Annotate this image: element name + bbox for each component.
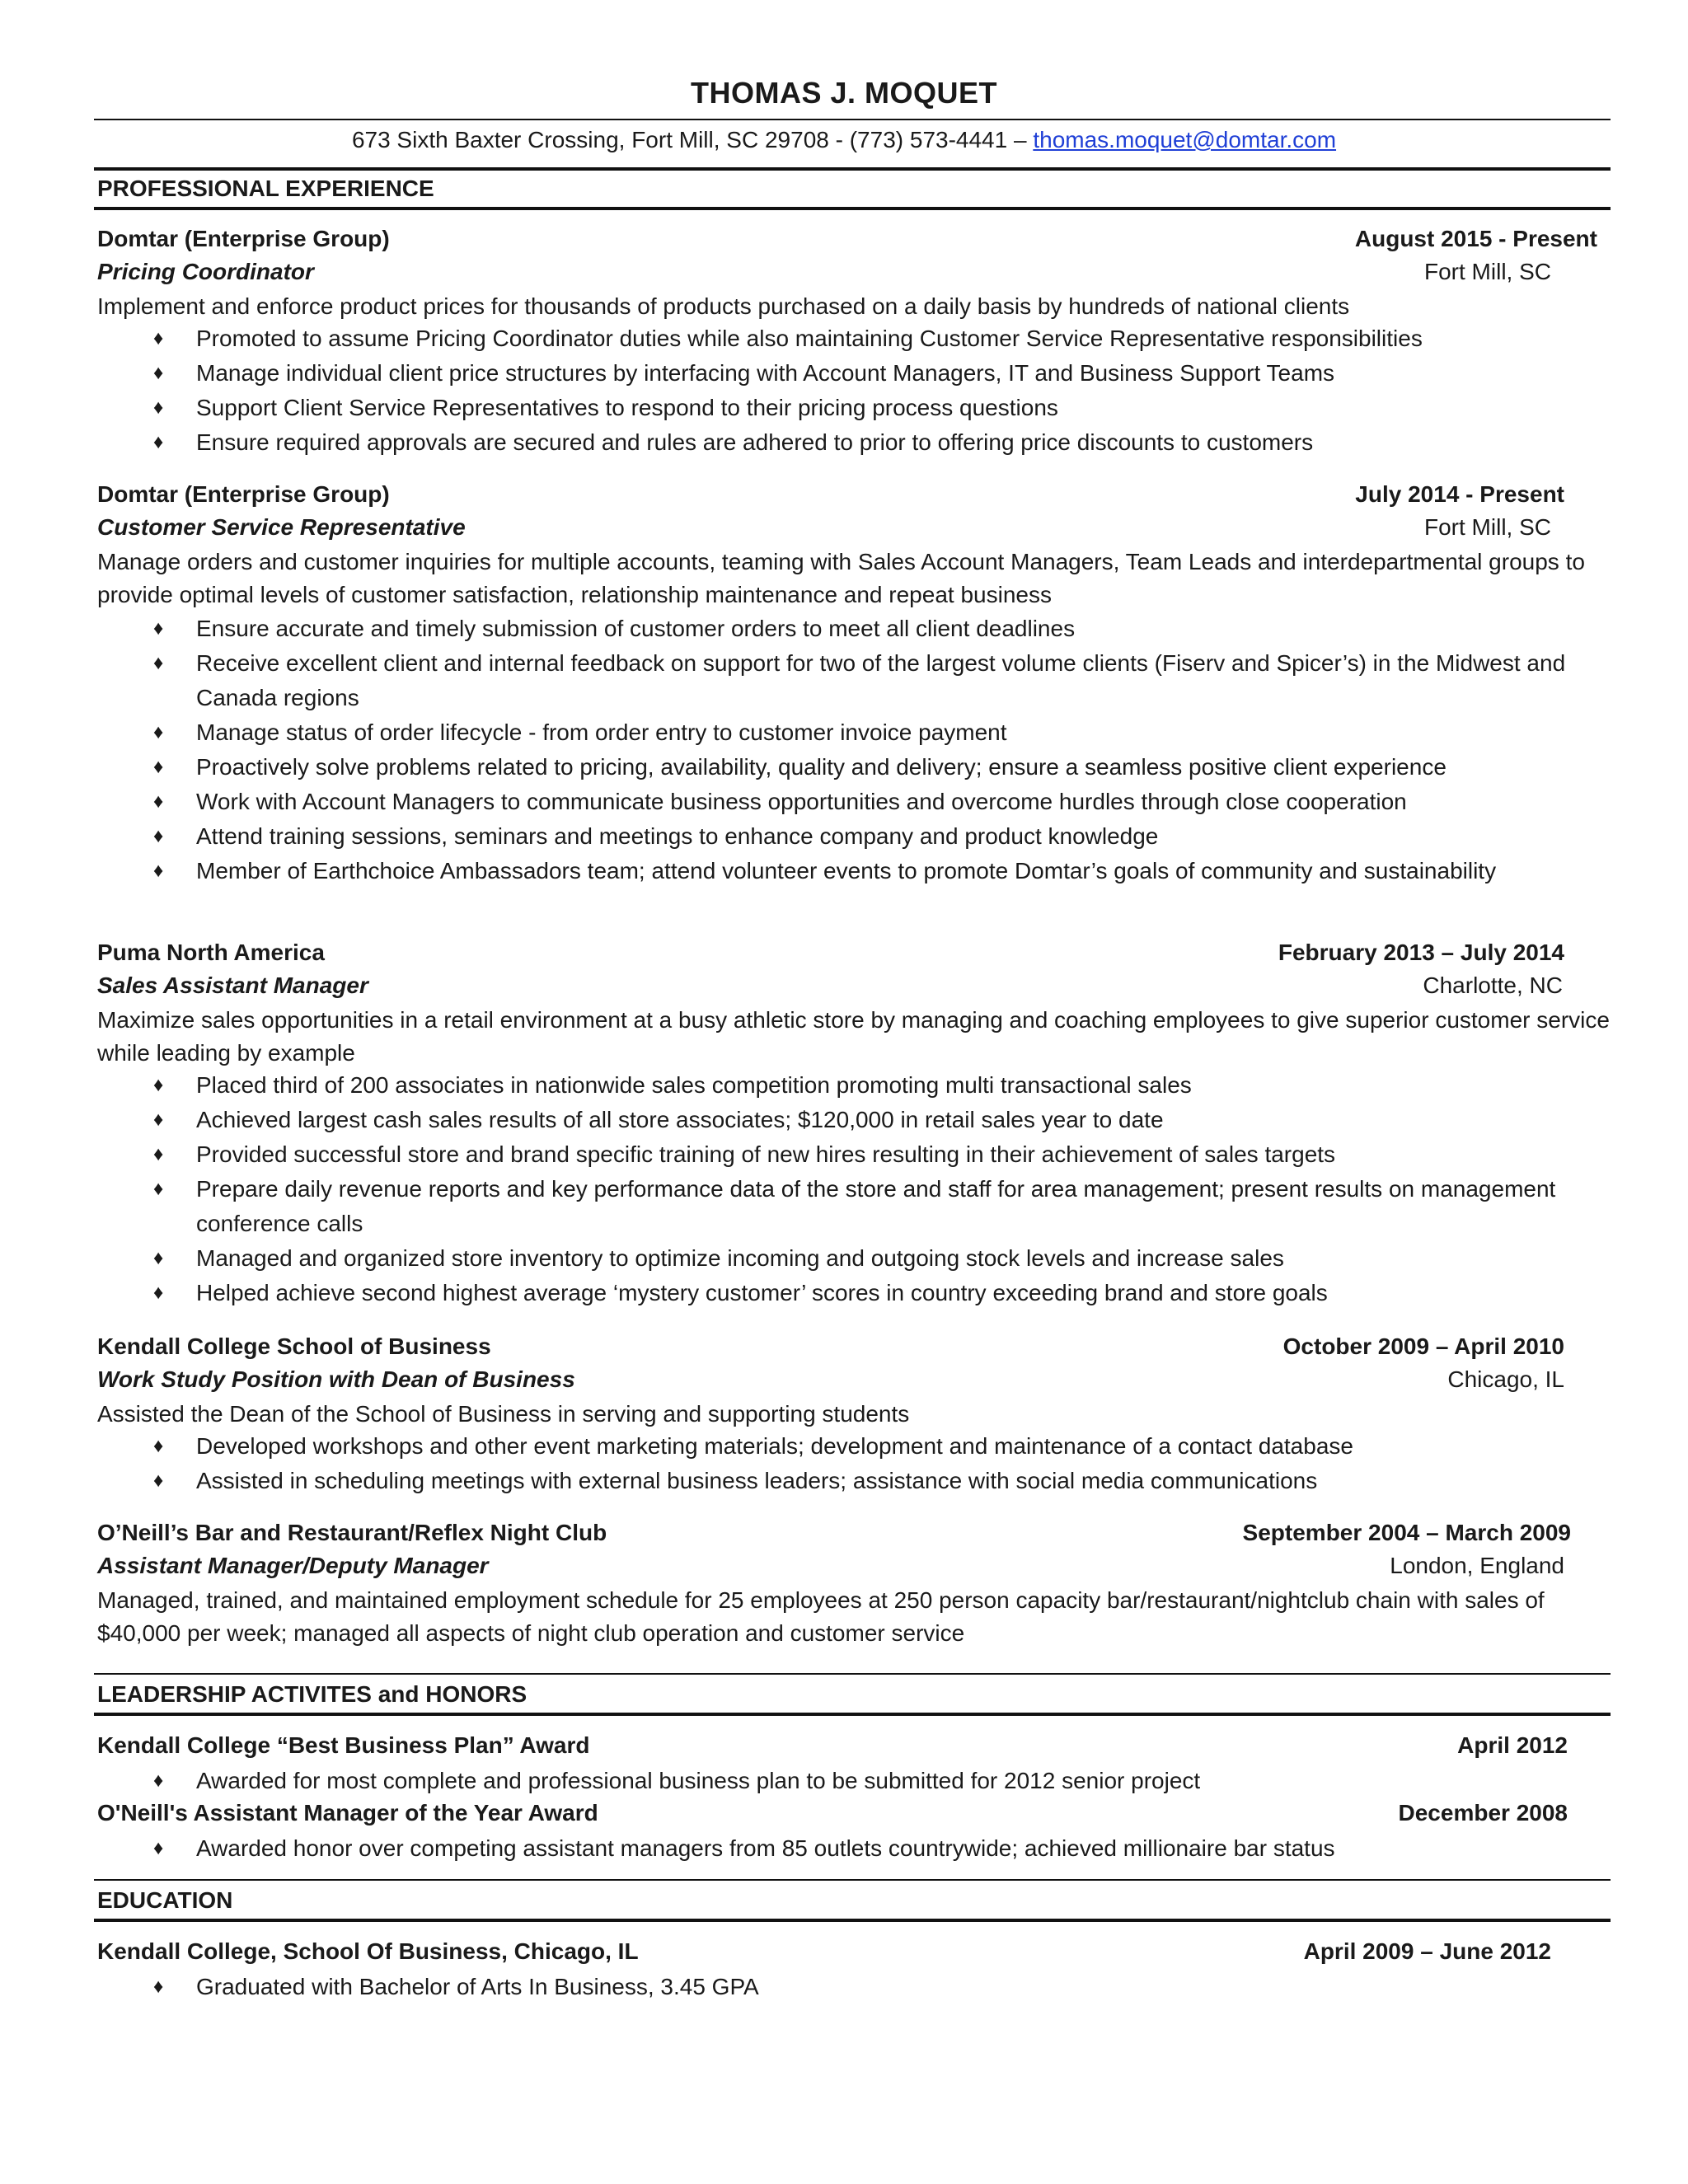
section-divider-top xyxy=(94,167,1611,171)
diamond-bullet-icon: ♦ xyxy=(153,362,164,384)
honor-date: April 2012 xyxy=(1457,1732,1568,1758)
diamond-bullet-icon: ♦ xyxy=(153,1975,164,1998)
job-bullets xyxy=(97,612,1597,888)
section-divider-top xyxy=(94,1673,1611,1675)
list-item: ♦ Manage status of order lifecycle - from order entry to customer invoice payment xyxy=(97,715,1597,750)
diamond-bullet-icon: ♦ xyxy=(153,396,164,419)
list-item: ♦ Receive excellent client and internal feedback on support for two of the largest volume clients (Fiserv and Spicer’s) in the Midwest and Canada regions xyxy=(97,646,1597,715)
diamond-bullet-icon: ♦ xyxy=(153,1247,164,1269)
email-link[interactable]: thomas.moquet@domtar.com xyxy=(1033,127,1337,152)
list-item: ♦ Awarded honor over competing assistant managers from 85 outlets countrywide; achieved millionaire bar status xyxy=(97,1831,1597,1866)
job-location: London, England xyxy=(1390,1553,1564,1578)
diamond-bullet-icon: ♦ xyxy=(153,652,164,674)
diamond-bullet-icon: ♦ xyxy=(153,1435,164,1457)
diamond-bullet-icon: ♦ xyxy=(153,1469,164,1492)
job-title: Assistant Manager/Deputy Manager xyxy=(97,1553,489,1578)
job-company: Kendall College School of Business xyxy=(97,1333,491,1359)
list-item: ♦ Graduated with Bachelor of Arts In Business, 3.45 GPA xyxy=(97,1970,1597,2004)
job-subheader xyxy=(97,972,1597,1005)
job-description: Manage orders and customer inquiries for multiple accounts, teaming with Sales Account Managers, Team Leads and interdepartmental groups to provide optimal levels of customer satisfaction, relationship maintenance and repeat business xyxy=(97,549,1585,607)
job-title: Customer Service Representative xyxy=(97,514,466,540)
job-header xyxy=(97,1333,1597,1366)
section-divider-bottom xyxy=(94,1919,1611,1922)
section-divider-top xyxy=(94,1879,1611,1881)
job-description: Assisted the Dean of the School of Business in serving and supporting students xyxy=(97,1401,910,1427)
honor-header xyxy=(97,1800,1597,1833)
list-item: ♦ Helped achieve second highest average ‘mystery customer’ scores in country exceeding brand and store goals xyxy=(97,1276,1597,1310)
contact-line xyxy=(0,127,1688,153)
job-description: Managed, trained, and maintained employment schedule for 25 employees at 250 person capacity bar/restaurant/nightclub chain with sales of $40,000 per week; managed all aspects of night club operation and customer service xyxy=(97,1587,1545,1646)
section-divider-bottom xyxy=(94,207,1611,210)
diamond-bullet-icon: ♦ xyxy=(153,790,164,813)
job-dates: September 2004 – March 2009 xyxy=(1242,1520,1571,1545)
list-item: ♦ Member of Earthchoice Ambassadors team; attend volunteer events to promote Domtar’s goals of community and sustainability xyxy=(97,854,1597,888)
honor-name: O'Neill's Assistant Manager of the Year Award xyxy=(97,1800,598,1825)
education-dates: April 2009 – June 2012 xyxy=(1303,1938,1551,1964)
diamond-bullet-icon: ♦ xyxy=(153,1282,164,1304)
honor-header xyxy=(97,1732,1597,1765)
job-bullets xyxy=(97,1068,1597,1310)
job-bullets xyxy=(97,321,1597,460)
resume-name: THOMAS J. MOQUET xyxy=(690,76,997,110)
job-dates: February 2013 – July 2014 xyxy=(1278,940,1564,965)
job-header xyxy=(97,940,1597,972)
job-description: Maximize sales opportunities in a retail environment at a busy athletic store by managing and coaching employees to give superior customer service while leading by example xyxy=(97,1007,1610,1066)
honor-date: December 2008 xyxy=(1398,1800,1568,1825)
list-item: ♦ Ensure required approvals are secured and rules are adhered to prior to offering price discounts to customers xyxy=(97,425,1597,460)
job-title: Sales Assistant Manager xyxy=(97,972,368,998)
diamond-bullet-icon: ♦ xyxy=(153,1143,164,1165)
section-title-experience: PROFESSIONAL EXPERIENCE xyxy=(97,176,434,201)
list-item: ♦ Assisted in scheduling meetings with external business leaders; assistance with social media communications xyxy=(97,1464,1597,1498)
job-company: O’Neill’s Bar and Restaurant/Reflex Night Club xyxy=(97,1520,607,1545)
list-item: ♦ Developed workshops and other event marketing materials; development and maintenance of a contact database xyxy=(97,1429,1597,1464)
list-item: ♦ Achieved largest cash sales results of all store associates; $120,000 in retail sales year to date xyxy=(97,1103,1597,1137)
job-bullets xyxy=(97,1429,1597,1498)
job-subheader xyxy=(97,514,1597,547)
list-item: ♦ Proactively solve problems related to pricing, availability, quality and delivery; ensure a seamless positive client experience xyxy=(97,750,1597,785)
section-title-leadership: LEADERSHIP ACTIVITES and HONORS xyxy=(97,1681,528,1707)
job-subheader xyxy=(97,1366,1597,1399)
diamond-bullet-icon: ♦ xyxy=(153,1837,164,1859)
job-header xyxy=(97,226,1597,259)
job-subheader xyxy=(97,259,1597,292)
list-item: ♦ Provided successful store and brand specific training of new hires resulting in their achievement of sales targets xyxy=(97,1137,1597,1172)
job-header xyxy=(97,1520,1597,1553)
job-company: Puma North America xyxy=(97,940,325,965)
list-item: ♦ Work with Account Managers to communicate business opportunities and overcome hurdles through close cooperation xyxy=(97,785,1597,819)
diamond-bullet-icon: ♦ xyxy=(153,721,164,743)
job-location: Fort Mill, SC xyxy=(1424,514,1551,540)
section-title-education: EDUCATION xyxy=(97,1887,233,1913)
job-dates: August 2015 - Present xyxy=(1354,226,1597,251)
diamond-bullet-icon: ♦ xyxy=(153,617,164,640)
diamond-bullet-icon: ♦ xyxy=(153,1769,164,1792)
job-description: Implement and enforce product prices for thousands of products purchased on a daily basis by hundreds of national clients xyxy=(97,293,1350,319)
education-bullets xyxy=(97,1970,1597,2004)
education-header xyxy=(97,1938,1597,1971)
diamond-bullet-icon: ♦ xyxy=(153,860,164,882)
list-item: ♦ Managed and organized store inventory to optimize incoming and outgoing stock levels and increase sales xyxy=(97,1241,1597,1276)
job-company: Domtar (Enterprise Group) xyxy=(97,226,390,251)
diamond-bullet-icon: ♦ xyxy=(153,825,164,847)
section-divider-bottom xyxy=(94,1713,1611,1716)
header-divider xyxy=(94,119,1611,120)
list-item: ♦ Manage individual client price structures by interfacing with Account Managers, IT and Business Support Teams xyxy=(97,356,1597,391)
diamond-bullet-icon: ♦ xyxy=(153,1108,164,1131)
job-title: Work Study Position with Dean of Business xyxy=(97,1366,575,1392)
job-dates: October 2009 – April 2010 xyxy=(1282,1333,1564,1359)
list-item: ♦ Prepare daily revenue reports and key performance data of the store and staff for area management; present results on management conference calls xyxy=(97,1172,1597,1241)
job-company: Domtar (Enterprise Group) xyxy=(97,481,390,507)
list-item: ♦ Support Client Service Representatives to respond to their pricing process questions xyxy=(97,391,1597,425)
diamond-bullet-icon: ♦ xyxy=(153,431,164,453)
job-subheader xyxy=(97,1553,1597,1586)
list-item: ♦ Promoted to assume Pricing Coordinator duties while also maintaining Customer Service Representative responsibilities xyxy=(97,321,1597,356)
education-school: Kendall College, School Of Business, Chicago, IL xyxy=(97,1938,639,1964)
list-item: ♦ Placed third of 200 associates in nationwide sales competition promoting multi transactional sales xyxy=(97,1068,1597,1103)
list-item: ♦ Attend training sessions, seminars and meetings to enhance company and product knowledge xyxy=(97,819,1597,854)
list-item: ♦ Ensure accurate and timely submission of customer orders to meet all client deadlines xyxy=(97,612,1597,646)
diamond-bullet-icon: ♦ xyxy=(153,1178,164,1200)
honor-bullets xyxy=(97,1764,1597,1798)
job-title: Pricing Coordinator xyxy=(97,259,314,284)
diamond-bullet-icon: ♦ xyxy=(153,1074,164,1096)
list-item: ♦ Awarded for most complete and professional business plan to be submitted for 2012 senior project xyxy=(97,1764,1597,1798)
honor-name: Kendall College “Best Business Plan” Award xyxy=(97,1732,590,1758)
job-location: Charlotte, NC xyxy=(1423,972,1563,998)
diamond-bullet-icon: ♦ xyxy=(153,327,164,349)
job-header xyxy=(97,481,1597,514)
contact-text: 673 Sixth Baxter Crossing, Fort Mill, SC 29708 - (773) 573-4441 – xyxy=(351,127,1034,152)
job-location: Fort Mill, SC xyxy=(1424,259,1551,284)
diamond-bullet-icon: ♦ xyxy=(153,756,164,778)
honor-bullets xyxy=(97,1831,1597,1866)
job-dates: July 2014 - Present xyxy=(1355,481,1564,507)
job-location: Chicago, IL xyxy=(1447,1366,1564,1392)
